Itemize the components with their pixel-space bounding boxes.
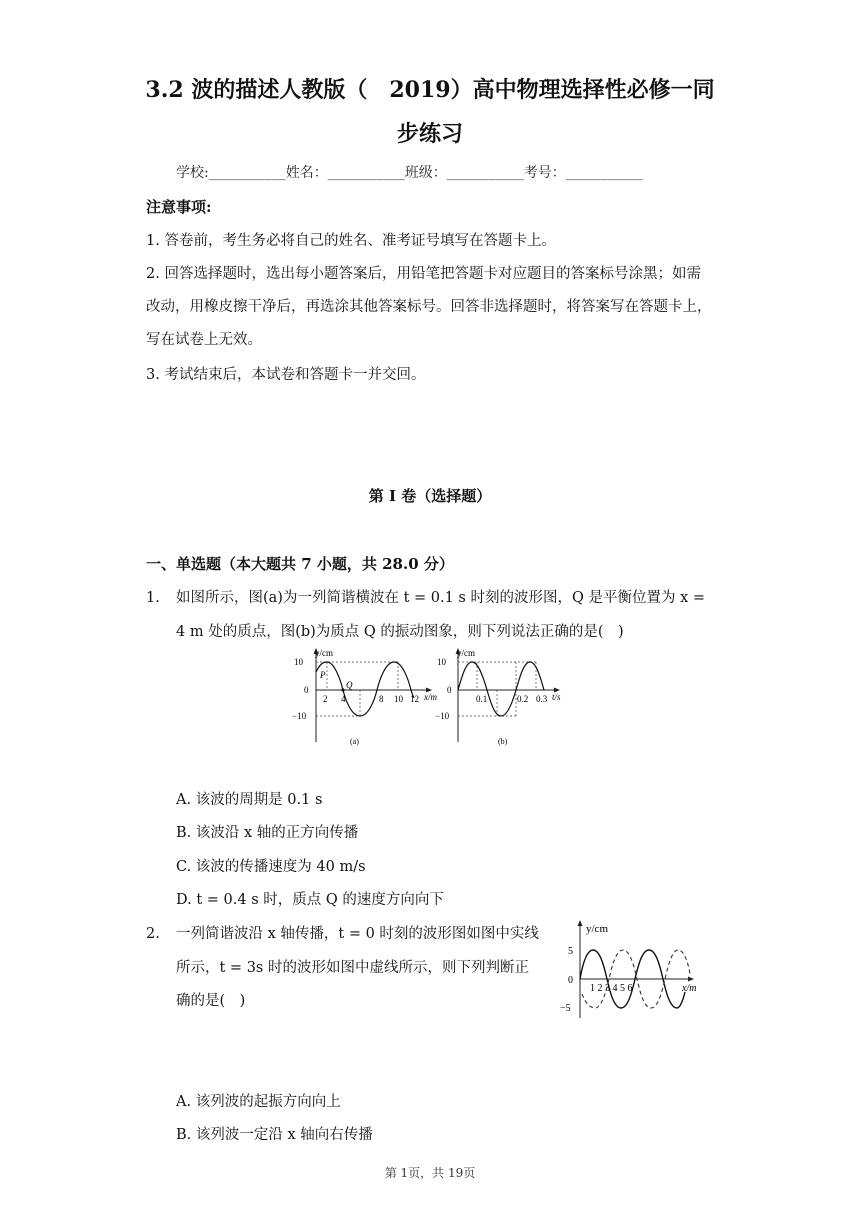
q2-option-a-label: A. [176,1094,192,1110]
q1-number: 1. [146,590,160,606]
exam-no-label: 考号： [523,165,566,181]
fig-a-point-q: Q [346,680,353,690]
class-blank: ___________ [446,165,524,181]
fig-a-ytick-neg10: −10 [292,711,307,721]
q2-number: 2. [146,926,160,942]
name-blank: ___________ [327,165,405,181]
notice-item-3: 3. 考试结束后，本试卷和答题卡一并交回。 [146,367,426,383]
fig-a-ylabel: y/cm [315,648,333,658]
notice-item-1: 1. 答卷前，考生务必将自己的姓名、准考证号填写在答题卡上。 [146,233,556,249]
q1-option-a[interactable] [176,790,322,810]
fig-b-xtick-0.3: 0.3 [536,694,548,704]
fig-a-ytick-0: 0 [304,685,309,695]
school-label: 学校: [176,165,209,181]
page-footer: 第 1页，共 19页 [384,1166,476,1180]
fig-b-xtick-0.1: 0.1 [476,694,488,704]
q2-fig-ylabel: y/cm [586,923,608,935]
exam-no-blank: ___________ [565,165,643,181]
q1-option-a-label: A. [176,792,192,808]
q2-option-b-text: 该列波一定沿 x 轴向右传播 [195,1127,373,1143]
q1-figure-a [288,646,448,748]
notice-item-2-cont: 改动，用橡皮擦干净后，再选涂其他答案标号。回答非选择题时，将答案写在答题卡上， [146,299,712,315]
section-title: 一、单选题（本大题共 7 小题，共 28.0 分） [146,555,454,573]
q2-option-a-text: 该列波的起振方向向上 [195,1094,341,1110]
fig-a-xtick-12: 12 [410,694,419,704]
fig-a-xtick-4: 4 [341,694,346,704]
fig-a-ytick-10: 10 [294,657,303,667]
q2-fig-ytick-0: 0 [568,975,573,986]
student-info-line [176,162,643,182]
name-label: 姓名： [285,165,328,181]
fig-a-xtick-10: 10 [394,694,403,704]
q1-option-d-text: t = 0.4 s 时，质点 Q 的速度方向向下 [196,892,444,908]
q1-stem-line2: 4 m 处的质点，图(b)为质点 Q 的振动图象，则下列说法正确的是( ) [176,624,624,640]
fig-a-caption: (a) [350,737,359,746]
school-blank: ___________ [208,165,286,181]
q2-fig-ytick-neg5: −5 [560,1003,571,1014]
class-label: 班级： [404,165,447,181]
fig-a-xtick-2: 2 [323,694,328,704]
q1-option-c[interactable] [176,857,366,877]
fig-a-xlabel: x/m [424,692,437,702]
q1-figure-b [432,646,572,748]
q1-option-d[interactable] [176,890,444,910]
fig-b-ytick-neg10: −10 [435,711,450,721]
page-title: 3.2 波的描述人教版（ 2019）高中物理选择性必修一同 [145,77,715,103]
fig-b-xlabel: t/s [552,692,561,702]
fig-b-ytick-10: 10 [437,657,446,667]
q1-option-b-label: B. [176,825,192,841]
notice-item-2-cont2: 写在试卷上无效。 [146,332,262,348]
q1-option-c-text: 该波的传播速度为 40 m/s [195,859,366,875]
notice-heading-text: 注意事项 [146,198,207,216]
q2-fig-xlabel: x/m [682,983,697,994]
notice-item-2: 2. 回答选择题时，选出每小题答案后，用铅笔把答题卡对应题目的答案标号涂黑；如需 [146,266,701,282]
notice-heading: 注意事项: [146,198,212,216]
q1-stem-line1: 如图所示，图(a)为一列简谐横波在 t = 0.1 s 时刻的波形图，Q 是平衡位置为 x = [176,590,706,606]
q1-option-a-text: 该波的周期是 0.1 s [195,792,323,808]
q2-stem-line2: 所示，t = 3s 时的波形如图中虚线所示，则下列判断正 [176,960,529,976]
q1-option-b-text: 该波沿 x 轴的正方向传播 [195,825,359,841]
fig-b-caption: (b) [498,737,508,746]
volume-title: 第 I 卷（选择题） [368,487,492,505]
q2-option-b-label: B. [176,1127,192,1143]
q2-fig-xticks: 1 2 3 4 5 6 [590,983,633,994]
page-title-line2: 步练习 [396,121,463,147]
q2-option-a[interactable] [176,1092,341,1112]
fig-a-point-p: P [320,670,326,680]
fig-b-ytick-0: 0 [447,685,452,695]
q2-stem-line1: 一列简谐波沿 x 轴传播，t = 0 时刻的波形图如图中实线 [176,926,539,942]
fig-b-ylabel: y/cm [457,648,475,658]
q1-option-d-label: D. [176,892,192,908]
q1-option-b[interactable] [176,823,358,843]
q2-stem-line3: 确的是( ) [176,993,246,1009]
fig-b-xtick-0.2: 0.2 [517,694,529,704]
fig-a-xtick-8: 8 [379,694,384,704]
q2-fig-ytick-5: 5 [568,946,573,957]
q2-option-b[interactable] [176,1125,373,1145]
q2-figure [556,918,716,1022]
q1-option-c-label: C. [176,859,192,875]
